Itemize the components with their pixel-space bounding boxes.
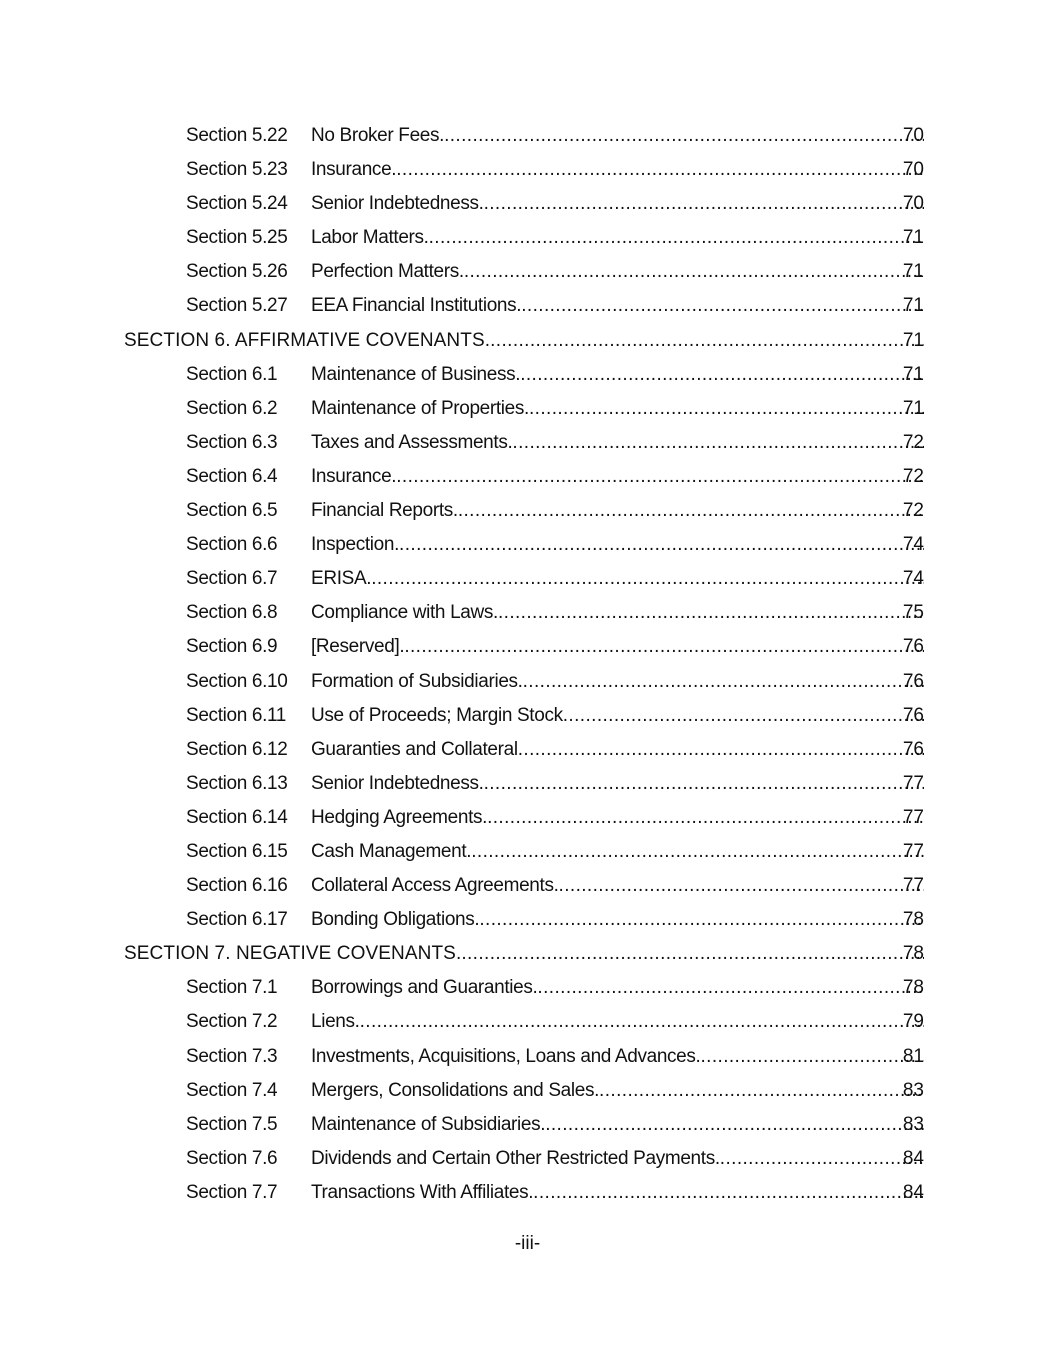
toc-entry-page-number: 78	[902, 943, 924, 965]
toc-entry[interactable]	[0, 1074, 1055, 1108]
toc-heading[interactable]	[0, 324, 1055, 358]
toc-entry[interactable]	[0, 1176, 1055, 1210]
toc-entry-number: Section 6.3	[186, 431, 278, 453]
toc-entry-title-line	[311, 596, 924, 630]
dot-leader	[563, 699, 924, 733]
toc-entry-title-line	[311, 562, 924, 596]
toc-entry-title: Mergers, Consolidations and Sales.	[311, 1079, 600, 1101]
toc-entry-title: Compliance with Laws.	[311, 602, 498, 624]
toc-entry-number: Section 7.5	[186, 1113, 278, 1135]
dot-leader	[599, 1074, 924, 1108]
toc-entry-number: Section 6.10	[186, 670, 288, 692]
toc-entry[interactable]	[0, 801, 1055, 835]
dot-leader	[461, 937, 924, 971]
dot-leader	[487, 801, 924, 835]
toc-entry-title: Insurance.	[311, 465, 397, 487]
toc-entry-number: Section 5.23	[186, 159, 288, 181]
toc-entry-number: Section 6.4	[186, 465, 278, 487]
toc-entry-title-line	[311, 903, 924, 937]
toc-entry-page-number: 79	[902, 1011, 924, 1033]
toc-entry-title-line	[311, 187, 924, 221]
toc-entry-page-number: 75	[902, 602, 924, 624]
toc-entry-number: Section 6.15	[186, 840, 288, 862]
toc-entry[interactable]	[0, 1142, 1055, 1176]
toc-entry-page-number: 72	[902, 465, 924, 487]
toc-entry-page-number: 77	[902, 806, 924, 828]
toc-entry[interactable]	[0, 358, 1055, 392]
dot-leader	[484, 187, 924, 221]
toc-entry-title-line	[311, 801, 924, 835]
toc-entry-page-number: 81	[902, 1045, 924, 1067]
toc-entry-title-line	[311, 1040, 924, 1074]
toc-entry[interactable]	[0, 119, 1055, 153]
toc-entry-page-number: 70	[902, 125, 924, 146]
toc-entry-number: Section 7.2	[186, 1011, 278, 1033]
toc-entry[interactable]	[0, 767, 1055, 801]
toc-entry-title-line	[311, 835, 924, 869]
toc-entry-page-number: 71	[902, 397, 924, 419]
toc-entry-page-number: 76	[902, 636, 924, 658]
toc-entry-title: Hedging Agreements.	[311, 806, 488, 828]
toc-entry-title: Perfection Matters.	[311, 261, 464, 283]
toc-entry-number: Section 6.6	[186, 534, 278, 556]
toc-entry-number: Section 6.11	[186, 704, 287, 726]
toc-entry-page-number: 72	[902, 431, 924, 453]
toc-entry-title: Dividends and Certain Other Restricted Payments.	[311, 1147, 720, 1169]
toc-entry-title-line	[311, 1176, 924, 1210]
toc-entry-number: Section 6.8	[186, 602, 278, 624]
toc-entry-page-number: 84	[902, 1181, 924, 1203]
dot-leader	[471, 835, 924, 869]
toc-entry[interactable]	[0, 460, 1055, 494]
toc-entry-number: Section 6.5	[186, 500, 278, 522]
toc-entry-page-number: 77	[902, 840, 924, 862]
toc-entry[interactable]	[0, 1040, 1055, 1074]
toc-entry-title: Borrowings and Guaranties.	[311, 977, 538, 999]
dot-leader	[404, 630, 924, 664]
toc-entry-title-line	[311, 699, 924, 733]
toc-entry-page-number: 70	[902, 193, 924, 215]
toc-entry-title: Guaranties and Collateral	[311, 738, 518, 760]
dot-leader	[484, 767, 924, 801]
dot-leader	[458, 494, 924, 528]
toc-entry-number: Section 5.26	[186, 261, 288, 283]
toc-entry-number: Section 6.7	[186, 568, 278, 590]
toc-entry[interactable]	[0, 494, 1055, 528]
toc-entry-title-line	[311, 392, 924, 426]
toc-entry[interactable]	[0, 289, 1055, 323]
toc-entry-title: Inspection.	[311, 534, 400, 556]
toc-entry-title-line	[311, 1005, 924, 1039]
toc-entry-title-line	[311, 733, 924, 767]
toc-entry-title-line	[311, 1108, 924, 1142]
dot-leader	[444, 119, 924, 153]
toc-entry-title: Investments, Acquisitions, Loans and Advances.	[311, 1045, 701, 1067]
toc-entry-title-line	[311, 426, 924, 460]
toc-entry[interactable]	[0, 562, 1055, 596]
dot-leader	[490, 324, 924, 358]
toc-entry[interactable]	[0, 187, 1055, 221]
dot-leader	[396, 153, 924, 187]
toc-entry[interactable]	[0, 221, 1055, 255]
toc-entry-page-number: 71	[902, 227, 924, 249]
dot-leader	[523, 665, 924, 699]
toc-entry-title: Maintenance of Business.	[311, 363, 521, 385]
toc-entry[interactable]	[0, 426, 1055, 460]
toc-entry-title-line	[311, 767, 924, 801]
toc-entry-title: [Reserved].	[311, 636, 405, 658]
dot-leader	[521, 289, 924, 323]
table-of-contents	[0, 119, 1055, 1210]
toc-entry-title: Taxes and Assessments.	[311, 431, 513, 453]
dot-leader	[498, 596, 924, 630]
toc-entry-page-number: 78	[902, 977, 924, 999]
toc-entry-number: Section 6.9	[186, 636, 278, 658]
toc-entry[interactable]	[0, 596, 1055, 630]
toc-entry-title: Labor Matters.	[311, 227, 429, 249]
toc-entry-number: Section 6.1	[186, 363, 278, 385]
toc-entry[interactable]	[0, 733, 1055, 767]
toc-entry-page-number: 71	[902, 329, 924, 351]
toc-entry-page-number: 74	[902, 534, 924, 556]
toc-entry-number: Section 6.16	[186, 875, 288, 897]
toc-entry-number: Section 5.25	[186, 227, 288, 249]
dot-leader	[479, 903, 924, 937]
toc-entry-number: Section 7.3	[186, 1045, 278, 1067]
toc-entry-number: Section 7.1	[186, 977, 278, 999]
toc-entry-title: Liens.	[311, 1011, 360, 1033]
toc-entry[interactable]	[0, 699, 1055, 733]
dot-leader	[429, 221, 924, 255]
toc-entry-title: ERISA.	[311, 568, 372, 590]
dot-leader	[360, 1005, 924, 1039]
toc-entry-number: Section 7.6	[186, 1147, 278, 1169]
dot-leader	[396, 460, 924, 494]
toc-entry-number: Section 5.27	[186, 295, 288, 317]
dot-leader	[545, 1108, 924, 1142]
toc-entry-title: Transactions With Affiliates.	[311, 1181, 534, 1203]
toc-entry-title: No Broker Fees.	[311, 125, 445, 146]
toc-entry-title-line	[311, 255, 924, 289]
toc-entry-page-number: 74	[902, 568, 924, 590]
toc-entry-title-line	[124, 324, 924, 358]
toc-entry-title: Financial Reports.	[311, 500, 458, 522]
dot-leader	[371, 562, 924, 596]
toc-entry-number: Section 6.14	[186, 806, 288, 828]
dot-leader	[512, 426, 924, 460]
toc-entry-title: EEA Financial Institutions.	[311, 295, 522, 317]
dot-leader	[464, 255, 924, 289]
toc-entry[interactable]	[0, 1108, 1055, 1142]
toc-entry-title-line	[124, 937, 924, 971]
toc-entry-title: Bonding Obligations.	[311, 909, 480, 931]
toc-entry-title-line	[311, 119, 924, 153]
toc-entry-title-line	[311, 460, 924, 494]
toc-heading[interactable]	[0, 937, 1055, 971]
toc-entry-title-line	[311, 221, 924, 255]
toc-entry-number: Section 6.13	[186, 772, 288, 794]
toc-entry-page-number: 83	[902, 1079, 924, 1101]
toc-entry-title: Senior Indebtedness.	[311, 193, 484, 215]
toc-entry-number: Section 6.12	[186, 738, 288, 760]
toc-entry-title-line	[311, 494, 924, 528]
toc-entry-number: Section 6.17	[186, 909, 288, 931]
toc-entry-title: SECTION 7. NEGATIVE COVENANTS.	[124, 943, 462, 965]
toc-entry-page-number: 76	[902, 670, 924, 692]
toc-entry-title: Collateral Access Agreements.	[311, 875, 559, 897]
toc-entry[interactable]	[0, 528, 1055, 562]
toc-entry-page-number: 77	[902, 875, 924, 897]
toc-entry-page-number: 83	[902, 1113, 924, 1135]
toc-entry-title: SECTION 6. AFFIRMATIVE COVENANTS.	[124, 329, 491, 351]
toc-entry-title-line	[311, 528, 924, 562]
dot-leader	[537, 971, 924, 1005]
dot-leader	[529, 392, 924, 426]
toc-entry-number: Section 7.4	[186, 1079, 278, 1101]
page-number-footer: -iii-	[514, 1233, 541, 1254]
toc-entry-page-number: 72	[902, 500, 924, 522]
toc-entry-title: Maintenance of Properties.	[311, 397, 529, 419]
dot-leader	[533, 1176, 924, 1210]
toc-entry[interactable]	[0, 153, 1055, 187]
toc-entry-page-number: 77	[902, 772, 924, 794]
toc-entry-page-number: 76	[902, 704, 924, 726]
toc-entry-title-line	[311, 153, 924, 187]
toc-entry-title: Maintenance of Subsidiaries.	[311, 1113, 546, 1135]
toc-entry-title: Senior Indebtedness.	[311, 772, 484, 794]
toc-entry-title-line	[311, 1074, 924, 1108]
toc-entry-title-line	[311, 289, 924, 323]
toc-entry-page-number: 71	[902, 295, 924, 317]
toc-entry-number: Section 7.7	[186, 1181, 278, 1203]
toc-entry-title-line	[311, 1142, 924, 1176]
toc-entry-number: Section 6.2	[186, 397, 278, 419]
dot-leader	[518, 733, 924, 767]
toc-entry-title-line	[311, 971, 924, 1005]
toc-entry-title-line	[311, 665, 924, 699]
dot-leader	[559, 869, 924, 903]
toc-entry[interactable]	[0, 392, 1055, 426]
toc-entry[interactable]	[0, 665, 1055, 699]
toc-entry-page-number: 71	[902, 261, 924, 283]
toc-entry-title-line	[311, 358, 924, 392]
toc-entry[interactable]	[0, 869, 1055, 903]
toc-entry-title: Use of Proceeds; Margin Stock	[311, 704, 563, 726]
toc-entry[interactable]	[0, 1005, 1055, 1039]
toc-entry-page-number: 71	[902, 363, 924, 385]
dot-leader	[520, 358, 924, 392]
toc-entry-title: Cash Management.	[311, 840, 472, 862]
toc-entry[interactable]	[0, 903, 1055, 937]
toc-entry[interactable]	[0, 255, 1055, 289]
toc-entry-page-number: 78	[902, 909, 924, 931]
dot-leader	[399, 528, 924, 562]
toc-entry-title: Insurance.	[311, 159, 397, 181]
toc-entry[interactable]	[0, 835, 1055, 869]
toc-entry-page-number: 84	[902, 1147, 924, 1169]
toc-entry[interactable]	[0, 630, 1055, 664]
toc-entry-number: Section 5.22	[186, 125, 288, 146]
toc-entry-title-line	[311, 869, 924, 903]
toc-entry[interactable]	[0, 971, 1055, 1005]
toc-entry-page-number: 70	[902, 159, 924, 181]
toc-entry-title-line	[311, 630, 924, 664]
toc-entry-number: Section 5.24	[186, 193, 288, 215]
toc-entry-page-number: 76	[902, 738, 924, 760]
toc-entry-title: Formation of Subsidiaries.	[311, 670, 523, 692]
